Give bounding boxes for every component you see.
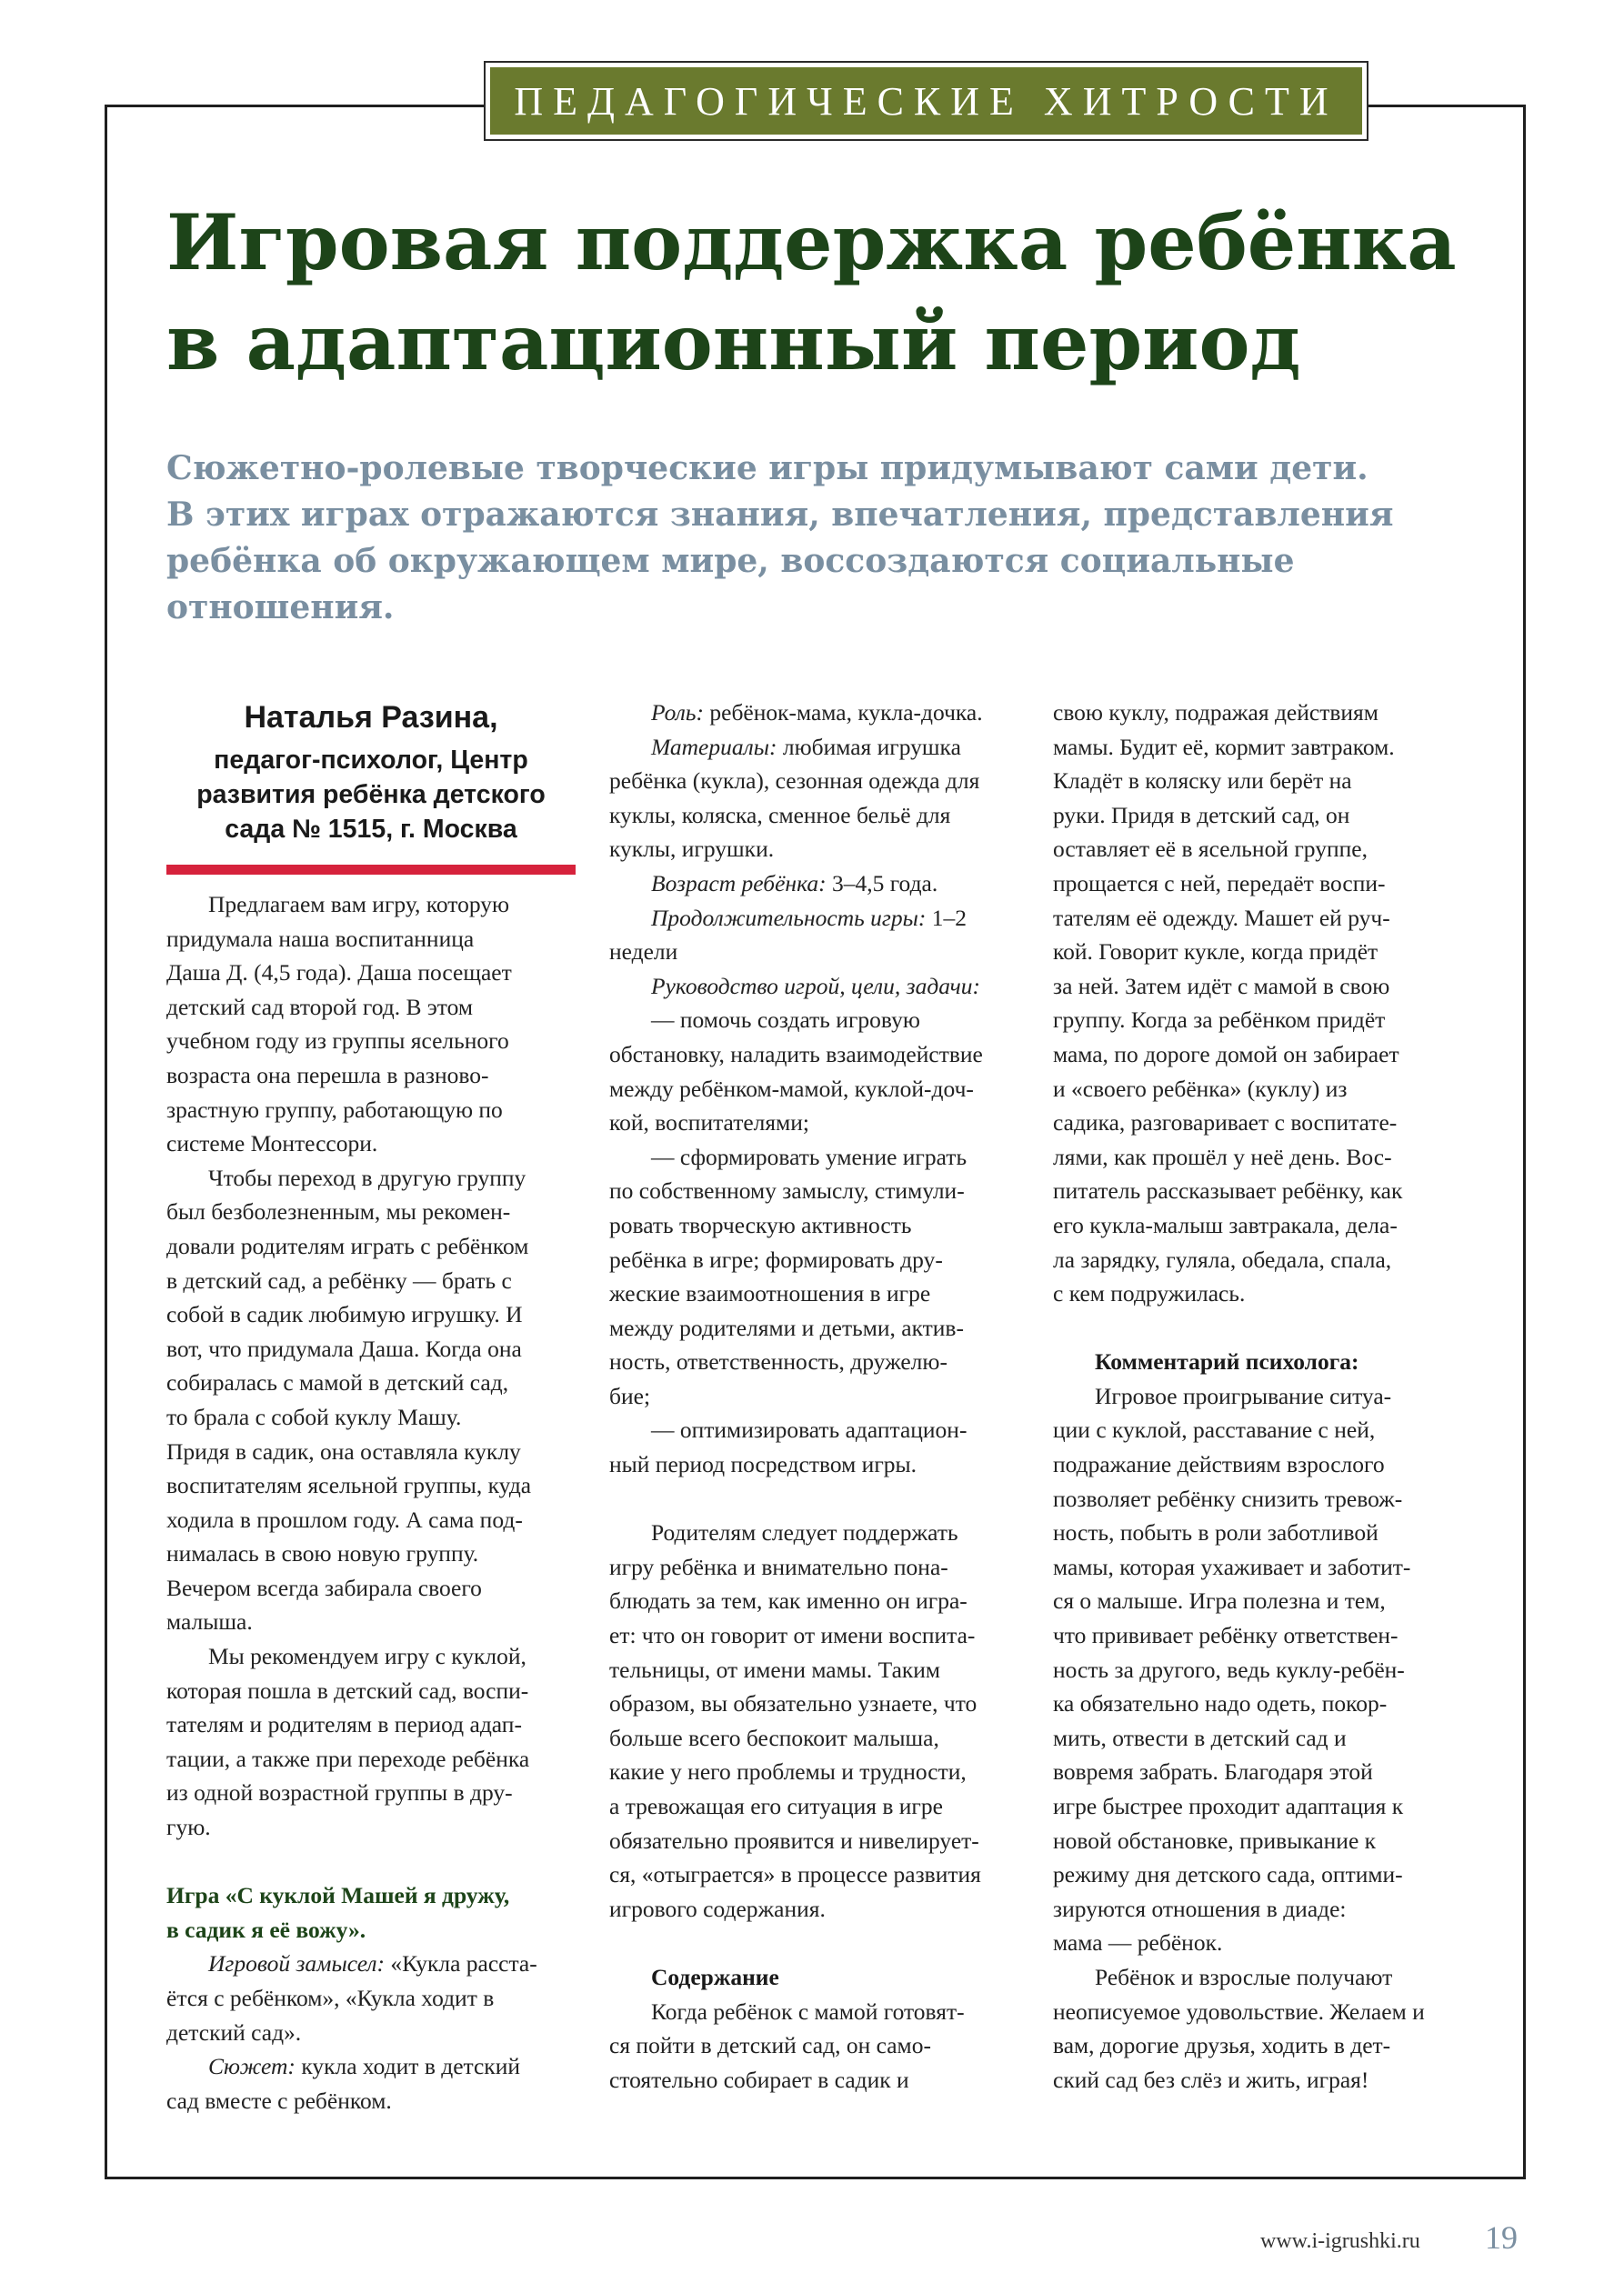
author-role: развития ребёнка детского	[196, 780, 546, 809]
materials-text: ребёнка (кукла), сезонная одежда для	[609, 767, 980, 795]
text-line: мить, отвести в детский сад и	[1053, 1724, 1347, 1751]
text-line: ный период посредством игры.	[609, 1451, 917, 1478]
goal-item	[609, 1413, 1023, 1481]
text-line: из одной возрастной группы в дру-	[166, 1779, 513, 1807]
author-role: педагог-психолог, Центр	[214, 746, 528, 775]
text-line: ет: что он говорит от имени воспита-	[609, 1622, 976, 1649]
paragraph	[1053, 1379, 1467, 1960]
text-line: ла зарядку, гуляла, обедала, спала,	[1053, 1246, 1392, 1273]
materials-text: куклы, коляска, сменное бельё для	[609, 801, 951, 828]
materials-label: Материалы:	[651, 733, 777, 760]
text-line: то брала с собой куклу Машу.	[166, 1403, 462, 1430]
role-text: ребёнок-мама, кукла-дочка.	[704, 699, 983, 726]
author-block	[166, 696, 576, 875]
text-line: прощается с ней, передаёт воспи-	[1053, 869, 1386, 896]
game-duration	[609, 901, 1023, 969]
text-line: игре быстрее проходит адаптация к	[1053, 1793, 1404, 1819]
text-line: ность, ответственность, дружелю-	[609, 1348, 947, 1376]
text-line: мамы. Будит её, кормит завтраком.	[1053, 733, 1395, 760]
text-line: какие у него проблемы и трудности,	[609, 1758, 967, 1786]
author-divider	[166, 865, 576, 875]
spacer	[609, 1926, 1023, 1960]
text-line: неописуемое удовольствие. Желаем и	[1053, 1998, 1425, 2025]
text-line: вот, что придумала Даша. Когда она	[166, 1335, 522, 1362]
lead-line: В этих играх отражаются знания, впечатления, представления	[166, 496, 1394, 534]
text-line: Мы рекомендуем игру с куклой,	[208, 1643, 526, 1670]
plot-text: сад вместе с ребёнком.	[166, 2087, 392, 2114]
text-line: руки. Придя в детский сад, он	[1053, 801, 1350, 828]
text-line: нималась в свою новую группу.	[166, 1540, 479, 1567]
game-plot	[166, 2049, 576, 2118]
game-role	[609, 696, 1023, 730]
duration-text: 1–2	[926, 904, 967, 931]
title-line: в адаптационный период	[166, 297, 1301, 387]
column-3	[1053, 696, 1467, 2097]
text-line: которая пошла в детский сад, воспи-	[166, 1677, 529, 1704]
text-line: позволяет ребёнку снизить тревож-	[1053, 1485, 1403, 1512]
paragraph	[609, 1516, 1023, 1926]
game-materials	[609, 730, 1023, 866]
text-line: ся, «отыграется» в процессе развития	[609, 1861, 981, 1888]
text-line: был безболезненным, мы рекомен-	[166, 1198, 511, 1226]
text-line: ский сад без слёз и жить, играя!	[1053, 2066, 1369, 2093]
text-line: кой, воспитателями;	[609, 1109, 809, 1136]
materials-text: любимая игрушка	[777, 733, 961, 760]
text-line: Чтобы переход в другую группу	[208, 1164, 526, 1191]
text-line: лями, как прошёл у неё день. Вос-	[1053, 1143, 1392, 1170]
text-line: между родителями и детьми, актив-	[609, 1314, 964, 1341]
text-line: собой в садик любимую игрушку. И	[166, 1301, 523, 1328]
text-line: питатель рассказывает ребёнку, как	[1053, 1177, 1403, 1205]
goal-item	[609, 1003, 1023, 1139]
age-label: Возраст ребёнка:	[651, 869, 827, 896]
duration-label: Продолжительность игры:	[651, 904, 927, 931]
text-line: тельницы, от имени мамы. Таким	[609, 1656, 941, 1683]
text-line: Игровое проигрывание ситуа-	[1095, 1382, 1392, 1409]
concept-text: ётся с ребёнком», «Кукла ходит в	[166, 1985, 495, 2011]
text-line: воспитателям ясельной группы, куда	[166, 1472, 532, 1499]
paragraph	[609, 1995, 1023, 2098]
lead-line: ребёнка об окружающем мире, воссоздаются социальные отношения.	[166, 542, 1295, 626]
text-line: стоятельно собирает в садик и	[609, 2066, 909, 2093]
article-lead	[166, 446, 1494, 631]
content-heading: Содержание	[651, 1963, 779, 1990]
text-line: довали родителям играть с ребёнком	[166, 1232, 529, 1259]
text-line: учебном году из группы ясельного	[166, 1027, 509, 1055]
text-line: ребёнка в игре; формировать дру-	[609, 1246, 943, 1273]
title-line: Игровая поддержка ребёнка	[166, 197, 1457, 287]
game-title-line: Игра «С куклой Машей я дружу,	[166, 1882, 510, 1909]
text-line: детский сад второй год. В этом	[166, 993, 474, 1020]
text-line: гую.	[166, 1814, 211, 1841]
text-line: вовремя забрать. Благодаря этой	[1053, 1758, 1373, 1786]
paragraph	[166, 1161, 576, 1639]
text-line: игру ребёнка и внимательно пона-	[609, 1553, 948, 1580]
text-line: зируются отношения в диаде:	[1053, 1895, 1347, 1922]
text-line: вам, дорогие друзья, ходить в дет-	[1053, 2032, 1391, 2059]
concept-label: Игровой замысел:	[208, 1950, 385, 1978]
text-line: группу. Когда за ребёнком придёт	[1053, 1006, 1386, 1034]
text-line: новой обстановке, привыкание к	[1053, 1827, 1377, 1854]
text-line: тации, а также при переходе ребёнка	[166, 1745, 530, 1772]
goal-item	[609, 1140, 1023, 1414]
game-guide	[609, 969, 1023, 1004]
text-line: а тревожащая его ситуация в игре	[609, 1793, 943, 1819]
text-line: по собственному замыслу, стимули-	[609, 1177, 965, 1205]
text-line: тателям и родителям в период адап-	[166, 1711, 522, 1738]
article-title	[166, 193, 1485, 393]
text-line: режиму дня детского сада, оптими-	[1053, 1861, 1403, 1888]
text-line: ность за другого, ведь куклу-ребён-	[1053, 1656, 1405, 1683]
text-line: ходила в прошлом году. А сама под-	[166, 1506, 523, 1533]
game-age	[609, 866, 1023, 901]
text-line: ся пойти в детский сад, он само-	[609, 2032, 931, 2059]
rubric-label: ПЕДАГОГИЧЕСКИЕ ХИТРОСТИ	[490, 67, 1362, 135]
text-line: ка обязательно надо одеть, покор-	[1053, 1690, 1388, 1717]
text-line: его кукла-малыш завтракала, дела-	[1053, 1211, 1398, 1238]
text-line: мама — ребёнок.	[1053, 1929, 1223, 1957]
paragraph	[166, 887, 576, 1161]
text-line: малыша.	[166, 1608, 253, 1636]
text-line: Ребёнок и взрослые получают	[1095, 1963, 1393, 1990]
text-line: оставляет её в ясельной группе,	[1053, 836, 1368, 863]
comment-heading: Комментарий психолога:	[1095, 1348, 1359, 1376]
text-line: ции с куклой, расставание с ней,	[1053, 1417, 1376, 1444]
game-title	[166, 1878, 576, 1947]
concept-text: «Кукла расста-	[385, 1950, 537, 1978]
text-line: зрастную группу, работающую по	[166, 1096, 503, 1123]
text-line: системе Монтессори.	[166, 1130, 378, 1157]
page-number: 19	[1485, 2219, 1518, 2256]
text-line: ность, побыть в роли заботливой	[1053, 1519, 1378, 1547]
spacer	[609, 1482, 1023, 1517]
text-line: мама, по дороге домой он забирает	[1053, 1040, 1399, 1067]
column-1	[166, 696, 576, 2118]
text-line: подражание действиям взрослого	[1053, 1451, 1385, 1478]
text-line: ровать творческую активность	[609, 1211, 912, 1238]
footer-url: www.i-igrushki.ru	[1260, 2229, 1420, 2253]
guide-label: Руководство игрой, цели, задачи:	[651, 972, 981, 999]
plot-label: Сюжет:	[208, 2053, 296, 2080]
text-line: за ней. Затем идёт с мамой в свою	[1053, 972, 1390, 999]
age-text: 3–4,5 года.	[826, 869, 938, 896]
text-line: что прививает ребёнку ответствен-	[1053, 1622, 1398, 1649]
text-line: придумала наша воспитанница	[166, 925, 475, 952]
text-line: игрового содержания.	[609, 1895, 826, 1922]
author-name: Наталья Разина,	[244, 700, 498, 735]
spacer	[166, 1845, 576, 1879]
paragraph	[1053, 696, 1467, 1311]
lead-line: Сюжетно-ролевые творческие игры придумывают сами дети.	[166, 449, 1368, 487]
text-line: Вечером всегда забирала своего	[166, 1574, 482, 1601]
concept-text: детский сад».	[166, 2018, 302, 2046]
text-line: обстановку, наладить взаимодействие	[609, 1040, 983, 1067]
role-label: Роль:	[651, 699, 704, 726]
text-line: возраста она перешла в разново-	[166, 1061, 489, 1088]
text-line: в детский сад, а ребёнку — брать с	[166, 1267, 512, 1294]
text-line: Предлагаем вам игру, которую	[208, 891, 510, 917]
text-line: мамы, которая ухаживает и заботит-	[1053, 1553, 1411, 1580]
text-line: Родителям следует поддержать	[651, 1519, 958, 1547]
game-title-line: в садик я её вожу».	[166, 1916, 366, 1943]
text-line: кой. Говорит кукле, когда придёт	[1053, 938, 1378, 966]
duration-text: недели	[609, 938, 678, 966]
text-line: Когда ребёнок с мамой готовят-	[651, 1998, 965, 2025]
text-line: свою куклу, подражая действиям	[1053, 699, 1378, 726]
text-line: образом, вы обязательно узнаете, что	[609, 1690, 977, 1717]
text-line: — сформировать умение играть	[651, 1143, 967, 1170]
text-line: собиралась с мамой в детский сад,	[166, 1369, 509, 1397]
text-line: ся о малыше. Игра полезна и тем,	[1053, 1587, 1386, 1615]
text-line: — оптимизировать адаптацион-	[651, 1417, 967, 1444]
text-line: тателям её одежду. Машет ей руч-	[1053, 904, 1390, 931]
text-line: садика, разговаривает с воспитате-	[1053, 1109, 1398, 1136]
text-line: обязательно проявится и нивелирует-	[609, 1827, 979, 1854]
column-2	[609, 696, 1023, 2097]
text-line: между ребёнком-мамой, куклой-доч-	[609, 1075, 974, 1102]
text-line: бие;	[609, 1382, 651, 1409]
text-line: Придя в садик, она оставляла куклу	[166, 1437, 521, 1465]
text-line: блюдать за тем, как именно он игра-	[609, 1587, 967, 1615]
plot-text: кукла ходит в детский	[295, 2053, 520, 2080]
text-line: Кладёт в коляску или берёт на	[1053, 767, 1352, 795]
author-role: сада № 1515, г. Москва	[225, 815, 517, 844]
text-line: и «своего ребёнка» (куклу) из	[1053, 1075, 1348, 1102]
paragraph	[166, 1639, 576, 1845]
paragraph	[1053, 1960, 1467, 2097]
game-concept	[166, 1947, 576, 2049]
text-line: больше всего беспокоит малыша,	[609, 1724, 939, 1751]
text-line: — помочь создать игровую	[651, 1006, 920, 1034]
materials-text: куклы, игрушки.	[609, 836, 775, 863]
text-line: Даша Д. (4,5 года). Даша посещает	[166, 959, 512, 986]
text-line: жеские взаимоотношения в игре	[609, 1280, 931, 1307]
spacer	[1053, 1311, 1467, 1346]
text-line: с кем подружилась.	[1053, 1280, 1246, 1307]
section-rubric	[484, 61, 1368, 141]
